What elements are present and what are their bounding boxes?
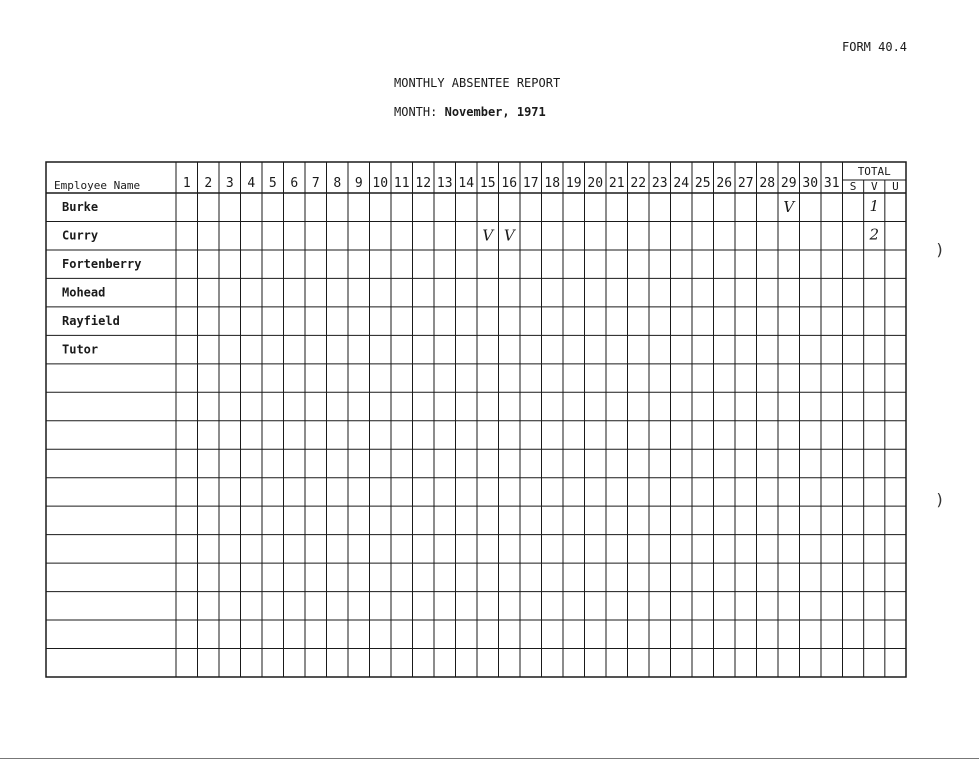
day-header: 10 [372,176,389,191]
day-header: 20 [587,176,604,191]
absence-check-mark: V [783,198,795,217]
margin-mark: ) [935,490,945,509]
day-header: 8 [333,176,342,191]
day-header: 2 [204,176,213,191]
day-header: 12 [415,176,432,191]
absence-check-mark: V [503,226,515,245]
day-header: 22 [630,176,647,191]
day-header: 1 [182,176,191,191]
month-label: MONTH: [394,105,438,119]
day-header: 19 [565,176,582,191]
total-header: TOTAL [857,165,891,178]
day-header: 28 [759,176,776,191]
day-header: 23 [651,176,668,191]
day-header: 30 [802,176,819,191]
form-number: FORM 40.4 [842,40,908,54]
total-subheader: U [892,180,899,193]
day-header: 29 [780,176,797,191]
employee-name: Rayfield [62,314,120,329]
day-header: 16 [501,176,518,191]
day-header: 5 [268,176,277,191]
day-header: 26 [716,176,733,191]
day-header: 7 [311,176,320,191]
day-header: 6 [290,176,299,191]
day-header: 27 [737,176,754,191]
employee-name-header: Employee Name [54,179,141,192]
day-header: 15 [479,176,496,191]
employee-name: Mohead [62,285,106,300]
day-header: 14 [458,176,475,191]
day-header: 13 [436,176,453,191]
employee-name: Tutor [62,342,99,357]
day-header: 17 [522,176,539,191]
day-header: 9 [354,176,363,191]
day-header: 18 [544,176,561,191]
day-header: 24 [673,176,690,191]
day-header: 25 [694,176,711,191]
day-header: 11 [393,176,410,191]
total-subheader: V [870,180,878,193]
employee-name: Fortenberry [62,257,142,272]
absence-check-mark: V [482,226,494,245]
month-value: November, 1971 [444,105,546,119]
day-header: 21 [608,176,625,191]
total-value: 1 [869,197,880,216]
margin-mark: ) [935,240,945,259]
total-subheader: S [849,180,857,193]
bottom-rule [0,758,979,759]
total-value: 2 [869,225,880,244]
day-header: 4 [247,176,256,191]
grid-border [46,162,906,677]
employee-name: Burke [62,200,99,215]
day-header: 3 [225,176,234,191]
day-header: 31 [823,176,840,191]
employee-name: Curry [62,228,99,243]
report-title: MONTHLY ABSENTEE REPORT [394,76,561,90]
